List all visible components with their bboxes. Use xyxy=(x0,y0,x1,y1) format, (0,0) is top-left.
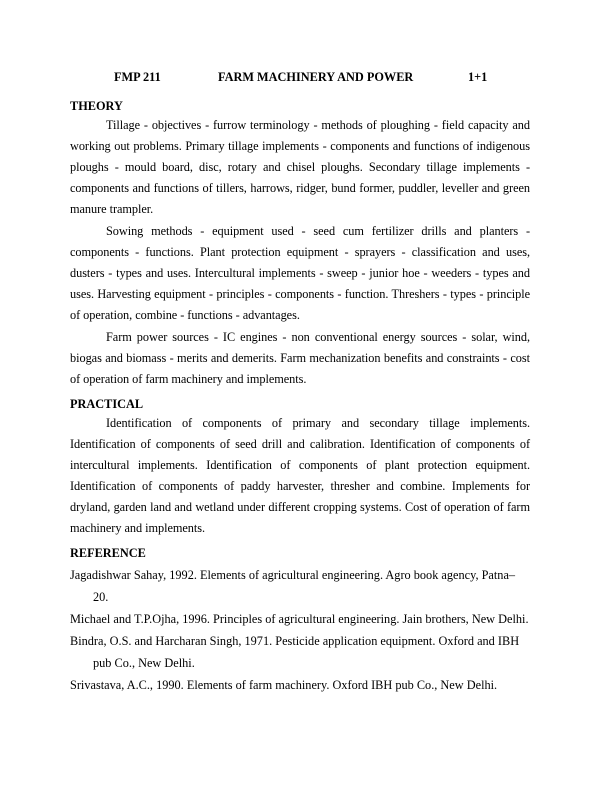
theory-paragraph-tillage: Tillage - objectives - furrow terminology - methods of ploughing - field capacity and working out problems. Primary tillage implements - components and functions of indigenous ploughs - mould board, disc, rotary and chisel ploughs. Secondary tillage implements - components and functions of tillers, harrows, ridger, bund former, puddler, leveller and green manure trampler. xyxy=(70,118,530,216)
theory-paragraph-farm-power: Farm power sources - IC engines - non conventional energy sources - solar, wind, biogas and biomass - merits and demerits. Farm mechanization benefits and constraints - cost of operation of farm machinery and implements. xyxy=(70,330,530,386)
course-credits: 1+1 xyxy=(468,70,488,84)
theory-heading: THEORY xyxy=(70,99,123,113)
reference-heading: REFERENCE xyxy=(70,546,146,560)
theory-paragraph-sowing: Sowing methods - equipment used - seed cum fertilizer drills and planters - components - functions. Plant protection equipment - sprayers - classification and uses, dusters - types and uses. Intercultural implements - sweep - junior hoe - weeders - types and uses. Harvesting equipment - principles - components - function. Threshers - types - principle of operation, combine - functions - advantages. xyxy=(70,224,530,322)
reference-list xyxy=(70,564,530,696)
course-code: FMP 211 xyxy=(114,70,161,84)
practical-heading: PRACTICAL xyxy=(70,397,144,411)
reference-item: Jagadishwar Sahay, 1992. Elements of agricultural engineering. Agro book agency, Patna–20. xyxy=(70,568,516,604)
course-header xyxy=(70,70,530,92)
reference-item: Srivastava, A.C., 1990. Elements of farm machinery. Oxford IBH pub Co., New Delhi. xyxy=(70,678,498,692)
course-title: FARM MACHINERY AND POWER xyxy=(218,70,414,84)
reference-item: Bindra, O.S. and Harcharan Singh, 1971. Pesticide application equipment. Oxford and IBH pub Co., New Delhi. xyxy=(70,634,520,670)
syllabus-page xyxy=(70,70,530,696)
practical-paragraph: Identification of components of primary and secondary tillage implements. Identification of components of seed drill and calibration. Identification of components of intercultural implements. Identification of components of plant protection equipment. Identification of components of paddy harvester, thresher and combine. Implements for dryland, garden land and wetland under different cropping systems. Cost of operation of farm machinery and implements. xyxy=(70,416,530,535)
reference-item: Michael and T.P.Ojha, 1996. Principles of agricultural engineering. Jain brothers, New Delhi. xyxy=(70,612,529,626)
